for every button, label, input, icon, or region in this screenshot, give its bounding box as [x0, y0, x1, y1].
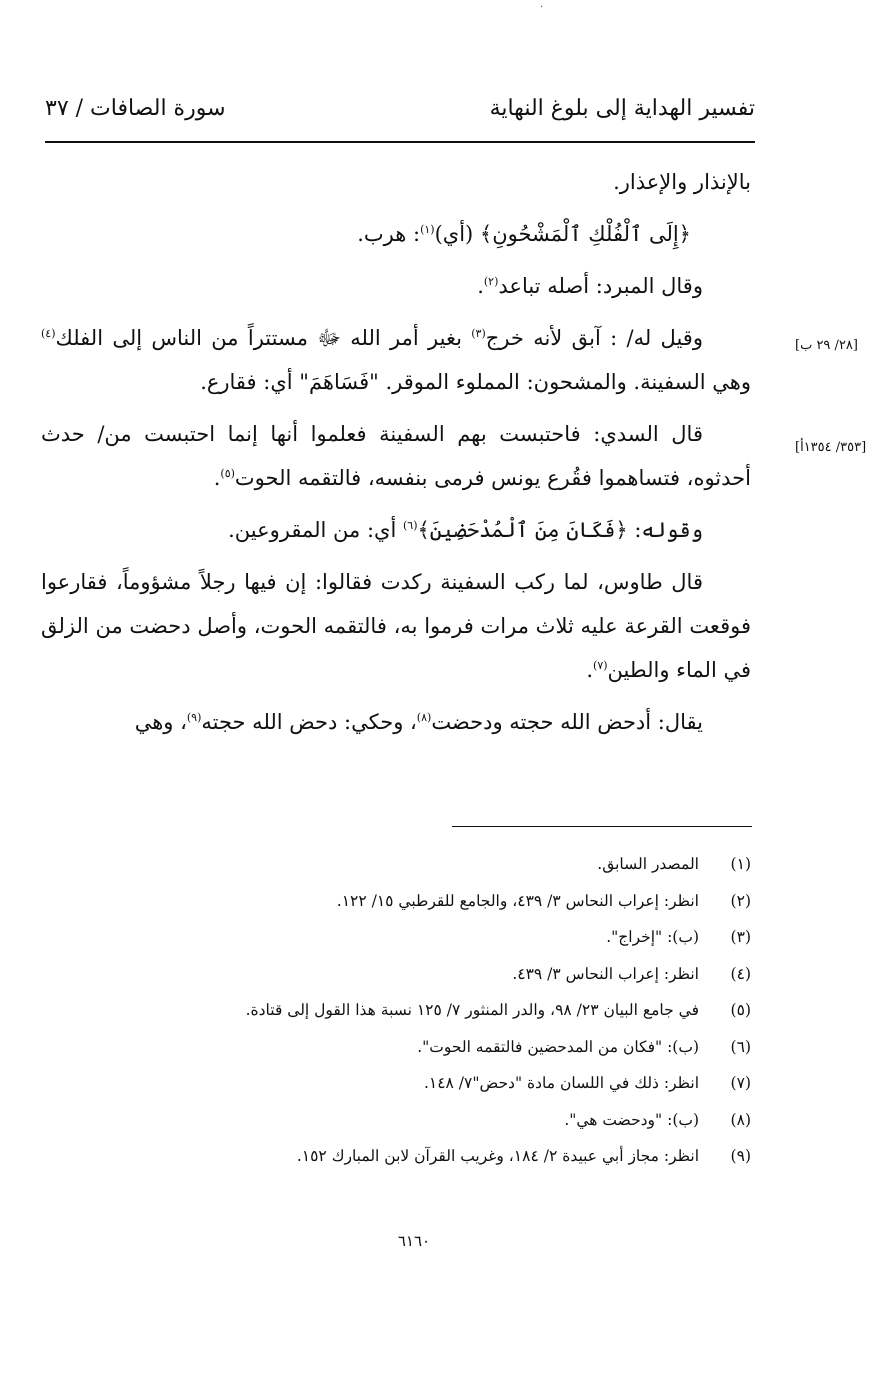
footnote-text: (ب): "فكان من المدحضين فالتقمه الحوت". — [417, 1037, 699, 1056]
footnote-text: (ب): "ودحضت هي". — [564, 1110, 699, 1129]
paragraph-text: وقوله: ﴿فَكَانَ مِنَ ٱلْمُدْحَضِينَ﴾ — [417, 518, 703, 542]
footnote-marker: (٨) — [416, 711, 432, 724]
paragraph-text: ، وحكي: دحض الله حجته — [201, 710, 417, 734]
footnote-item — [151, 1029, 751, 1066]
paragraph — [41, 700, 751, 744]
paragraph — [41, 160, 751, 204]
paragraph-text: وقال المبرد: أصله تباعد — [498, 274, 703, 298]
footnote-marker: (٤) — [41, 327, 56, 340]
paragraph-text: يقال: أدحض الله حجته ودحضت — [431, 710, 703, 734]
footnote-marker: (٦) — [402, 519, 418, 532]
surah-label: سورة الصافات / ٣٧ — [45, 96, 226, 121]
footnote-number: (٧) — [730, 1074, 751, 1092]
footnote-item — [151, 846, 751, 883]
paragraph-text: . — [477, 274, 484, 298]
footnote-text: انظر: ذلك في اللسان مادة "دحض"٧/ ١٤٨. — [423, 1074, 699, 1092]
margin-reference: [٢٨/ ٢٩ ب] — [795, 338, 858, 353]
paragraph-text: وقيل له/ : آبق لأنه خرج — [485, 326, 703, 350]
footnote-item — [151, 956, 751, 993]
paragraph — [41, 264, 751, 308]
footnote-marker: (٩) — [186, 711, 202, 724]
margin-reference: [٣٥٣/ ١٣٥٤أ] — [795, 440, 867, 455]
footnote-text: انظر: مجاز أبي عبيدة ٢/ ١٨٤، وغريب القرآن لابن المبارك ١٥٢. — [296, 1147, 699, 1165]
footnote-marker: (١) — [420, 223, 435, 236]
footnote-text: انظر: إعراب النحاس ٣/ ٤٣٩. — [512, 964, 699, 983]
running-header — [45, 96, 755, 136]
footnote-number: (٢) — [730, 891, 751, 910]
footnote-text: انظر: إعراب النحاس ٣/ ٤٣٩، والجامع للقرطبي ١٥/ ١٢٢. — [336, 891, 699, 910]
book-title: تفسير الهداية إلى بلوغ النهاية — [489, 96, 755, 121]
footnote-item — [151, 1065, 751, 1102]
footnote-text: المصدر السابق. — [597, 855, 699, 873]
footnote-text: في جامع البيان ٢٣/ ٩٨، والدر المنثور ٧/ ١٢٥ نسبة هذا القول إلى قتادة. — [245, 1001, 699, 1019]
paragraph-text: . — [586, 658, 594, 682]
footnote-item — [151, 1102, 751, 1139]
paragraph-text: أي: من المقروعين. — [228, 518, 403, 542]
paragraph-text: قال السدي: فاحتبست بهم السفينة فعلموا أنها إنما احتبست من/ حدث أحدثوه، فتساهموا فقُرع يونس فرمى بنفسه، فالتقمه الحوت — [41, 422, 751, 490]
footnote-item — [151, 919, 751, 956]
verse-text: ﴿إِلَى ٱلْفُلْكِ ٱلْمَشْحُونِ﴾ (أي) — [434, 222, 691, 246]
footnote-text: (ب): "إخراج". — [606, 928, 699, 946]
footnote-item — [151, 992, 751, 1029]
page-number: ٦١٦٠ — [397, 1232, 431, 1250]
paragraph-text: . — [213, 466, 221, 490]
footnote-marker: (٣) — [471, 327, 486, 340]
main-text — [41, 160, 751, 752]
paragraph — [41, 508, 751, 552]
header-rule — [45, 141, 755, 143]
footnote-marker: (٥) — [220, 467, 235, 480]
paragraph — [41, 412, 751, 500]
footnote-marker: (٢) — [483, 275, 499, 288]
paragraph — [41, 316, 751, 404]
paragraph — [41, 560, 751, 692]
footnote-item — [151, 883, 751, 920]
paragraph-text: : هرب. — [357, 222, 421, 246]
top-mark: · — [540, 2, 544, 13]
footnote-number: (٩) — [730, 1147, 751, 1165]
paragraph-text: بالإنذار والإعذار. — [613, 170, 751, 194]
quran-verse-line — [41, 212, 751, 256]
footnote-number: (١) — [730, 855, 751, 873]
footnote-number: (٦) — [730, 1037, 751, 1056]
footnote-number: (٣) — [730, 928, 751, 946]
footnote-number: (٤) — [730, 964, 751, 983]
footnote-marker: (٧) — [593, 659, 608, 672]
footnotes — [151, 846, 751, 1175]
footnote-number: (٨) — [730, 1110, 751, 1129]
paragraph-text: وهي السفينة. والمشحون: المملوء الموقر. "فَسَاهَمَ" أي: فقارع. — [200, 370, 751, 394]
paragraph-text: ، وهي — [134, 710, 187, 734]
paragraph-text: قال طاوس، لما ركب السفينة ركدت فقالوا: إن فيها رجلاً مشؤوماً، فقارعوا فوقعت القرعة عليه ثلاث مرات فرموا به، فالتقمه الحوت، وأصل دحضت من الزلق في الماء والطين — [41, 570, 751, 682]
footnote-number: (٥) — [730, 1001, 751, 1019]
footnote-item — [151, 1138, 751, 1175]
footnote-separator — [452, 826, 752, 827]
paragraph-text: بغير أمر الله ﷻ مستتراً من الناس إلى الفلك — [55, 326, 472, 350]
